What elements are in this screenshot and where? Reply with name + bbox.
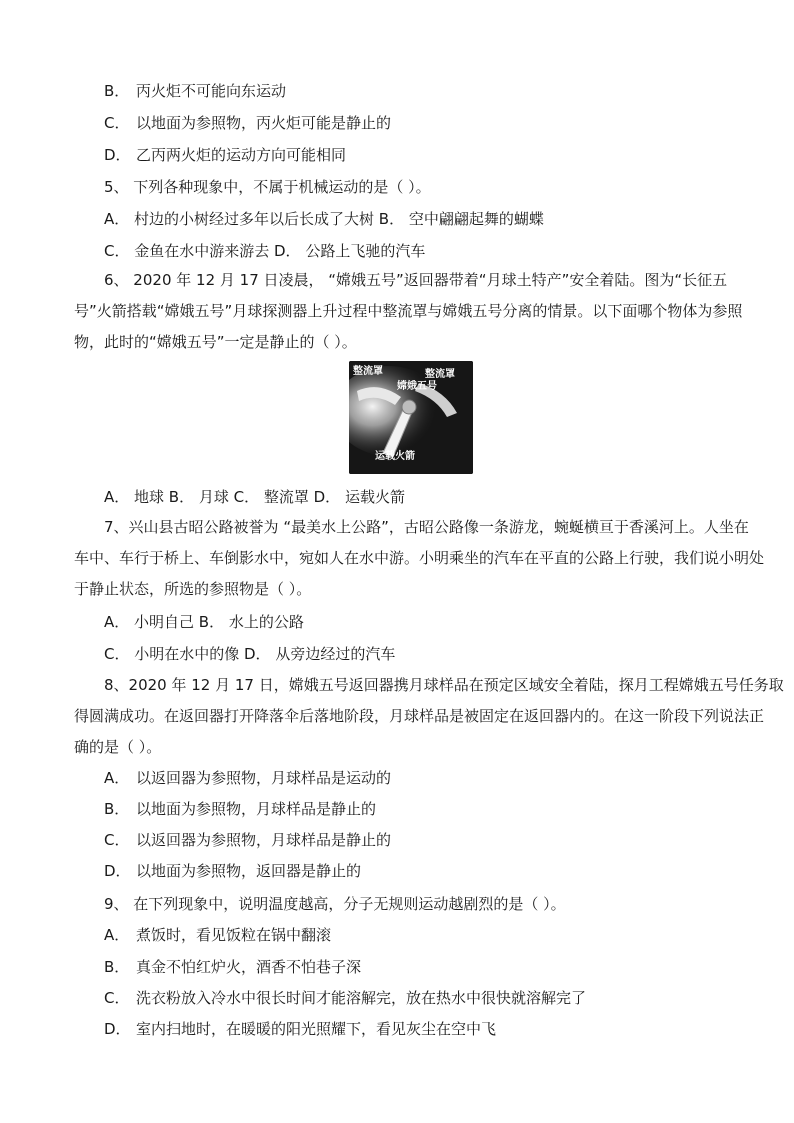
figure-label-probe: 嫦娥五号 (397, 381, 437, 392)
option-letter: B． (104, 800, 130, 818)
q4-option-c (104, 113, 391, 133)
option-letter: A． (104, 769, 130, 787)
q6-options: A． 地球 B． 月球 C． 整流罩 D． 运载火箭 (104, 488, 405, 506)
q8-option-b (104, 799, 376, 819)
option-text: 乙丙两火炬的运动方向可能相同 (136, 146, 347, 164)
q9-option-b (104, 957, 361, 977)
option-text: 丙火炬不可能向东运动 (136, 82, 287, 100)
option-letter: D． (104, 862, 131, 880)
q4-option-b (104, 81, 286, 101)
q9-option-a (104, 925, 331, 945)
q6-stem-line2: 号”火箭搭载“嫦娥五号”月球探测器上升过程中整流罩与嫦娥五号分离的情景。以下面哪个物体为参照 (74, 302, 743, 320)
rocket-fairing-photo (349, 361, 473, 474)
option-letter: C． (104, 114, 130, 132)
option-text: 真金不怕红炉火，酒香不怕巷子深 (136, 958, 362, 976)
q8-stem-line1: 8、2020 年 12 月 17 日，嫦娥五号返回器携月球样品在预定区域安全着陆，探月工程嫦娥五号任务取 (104, 676, 784, 694)
q7-stem-line2: 车中、车行于桥上、车倒影水中，宛如人在水中游。小明乘坐的汽车在平直的公路上行驶，我们说小明处 (74, 549, 765, 567)
figure-label-rocket: 运载火箭 (375, 451, 415, 462)
option-letter: D． (104, 1020, 131, 1038)
option-text: 以地面为参照物，丙火炬可能是静止的 (136, 114, 392, 132)
q8-option-d (104, 861, 361, 881)
figure-label-left-fairing: 整流罩 (353, 366, 383, 377)
q5-options-row2: C． 金鱼在水中游来游去 D． 公路上飞驰的汽车 (104, 242, 426, 260)
option-text: 室内扫地时，在暖暖的阳光照耀下，看见灰尘在空中飞 (136, 1020, 497, 1038)
option-text: 以地面为参照物，月球样品是静止的 (136, 800, 377, 818)
option-text: 洗衣粉放入冷水中很长时间才能溶解完，放在热水中很快就溶解完了 (136, 989, 587, 1007)
q6-stem-line1: 6、 2020 年 12 月 17 日凌晨， “嫦娥五号”返回器带着“月球土特产”安全着陆。图为“长征五 (104, 271, 728, 289)
option-letter: B． (104, 958, 130, 976)
probe-shape (402, 400, 416, 414)
q6-stem-line3: 物，此时的“嫦娥五号”一定是静止的（ ）。 (74, 333, 357, 351)
figure-label-right-fairing: 整流罩 (425, 369, 455, 380)
q7-options-row1: A． 小明自己 B． 水上的公路 (104, 613, 304, 631)
option-letter: D． (104, 146, 131, 164)
q9-stem: 9、 在下列现象中，说明温度越高，分子无规则运动越剧烈的是（ ）。 (104, 895, 566, 913)
option-letter: B． (104, 82, 130, 100)
option-letter: A． (104, 926, 130, 944)
q9-option-d (104, 1019, 496, 1039)
q7-options-row2: C． 小明在水中的像 D． 从旁边经过的汽车 (104, 645, 396, 663)
q8-option-c (104, 830, 391, 850)
q9-option-c (104, 988, 586, 1008)
q8-stem-line3: 确的是（ ）。 (74, 738, 162, 756)
q8-stem-line2: 得圆满成功。在返回器打开降落伞后落地阶段，月球样品是被固定在返回器内的。在这一阶段下列说法正 (74, 707, 765, 725)
option-text: 以返回器为参照物，月球样品是静止的 (136, 831, 392, 849)
q8-option-a (104, 768, 391, 788)
option-text: 煮饭时，看见饭粒在锅中翻滚 (136, 926, 332, 944)
q7-stem-line3: 于静止状态，所选的参照物是（ ）。 (74, 580, 312, 598)
q7-stem-line1: 7、兴山县古昭公路被誉为 “最美水上公路”，古昭公路像一条游龙，蜿蜒横亘于香溪河上。人坐在 (104, 518, 749, 536)
q4-option-d (104, 145, 346, 165)
option-letter: C． (104, 989, 130, 1007)
option-letter: C． (104, 831, 130, 849)
q5-options-row1: A． 村边的小树经过多年以后长成了大树 B． 空中翩翩起舞的蝴蝶 (104, 210, 544, 228)
q5-stem: 5、 下列各种现象中，不属于机械运动的是（ ）。 (104, 178, 431, 196)
option-text: 以返回器为参照物，月球样品是运动的 (136, 769, 392, 787)
option-text: 以地面为参照物，返回器是静止的 (136, 862, 362, 880)
